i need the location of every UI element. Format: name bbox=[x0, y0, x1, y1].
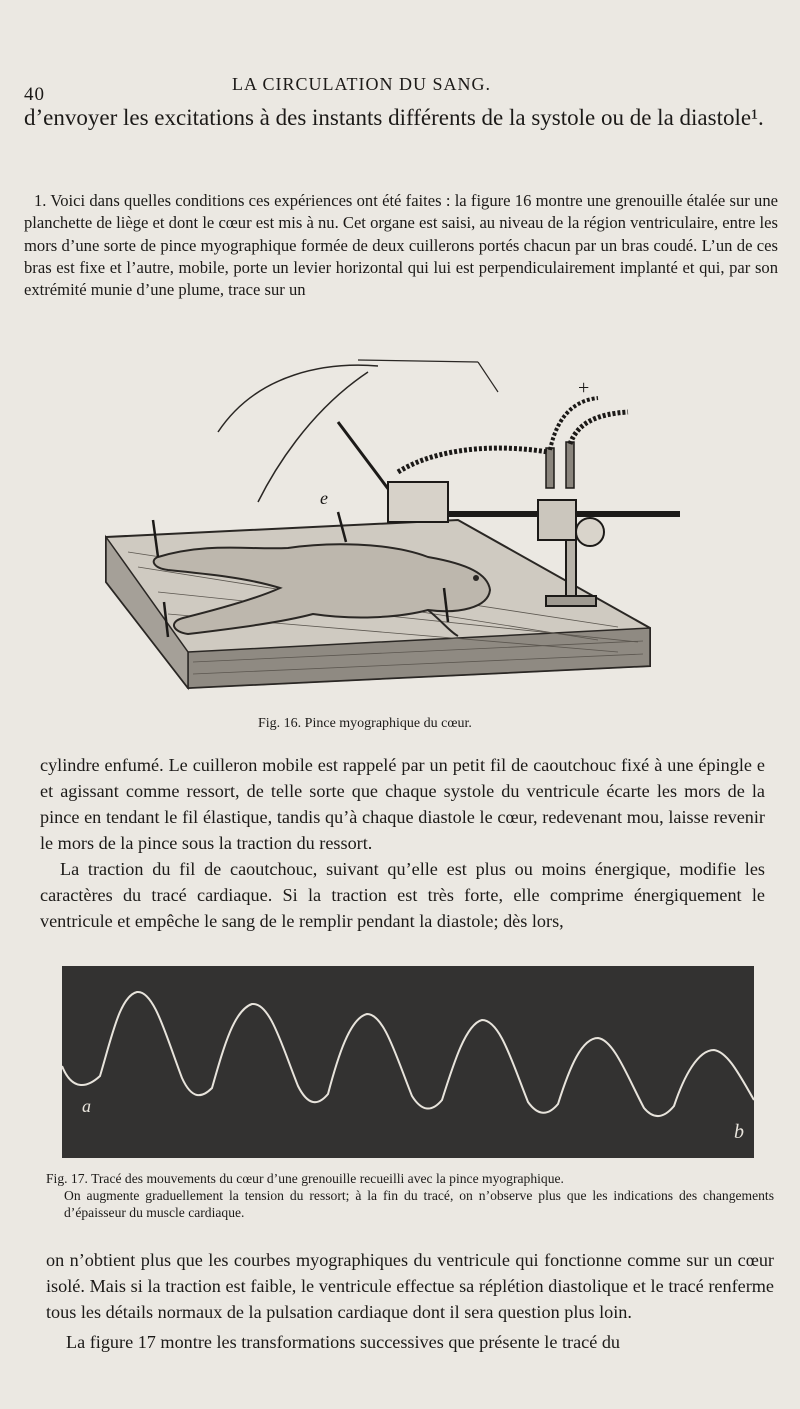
stand-base bbox=[546, 596, 596, 606]
frog-eye bbox=[473, 575, 479, 581]
trace-curve bbox=[62, 992, 754, 1116]
thumb-screw bbox=[576, 518, 604, 546]
figure-16-caption: Fig. 16. Pince myographique du cœur. bbox=[258, 716, 472, 731]
cardiac-tracing bbox=[62, 966, 754, 1158]
figure-label-plus: + bbox=[578, 377, 590, 399]
trace-label-b: b bbox=[734, 1121, 744, 1143]
electrode-post bbox=[566, 442, 574, 488]
pen-guide bbox=[258, 372, 368, 502]
continued-paragraph: cylindre enfumé. Le cuilleron mobile est rappelé par un petit fil de caoutchouc fixé à une épingle e et agissant comme ressort, de telle sorte que chaque systole du ventricule écarte les mors de la pince en tendant le fil élastique, tandis qu’à chaque diastole le cœur, redevenant mou, laisse revenir le mors de la pince sous la traction du ressort. bbox=[40, 755, 765, 853]
body-text bbox=[40, 752, 765, 934]
figure-17-caption bbox=[46, 1170, 774, 1221]
support-stand bbox=[566, 540, 576, 600]
page-number: 40 bbox=[24, 84, 45, 105]
myograph-engraving bbox=[98, 352, 698, 707]
trace-label-a: a bbox=[82, 1096, 91, 1116]
coiled-wire bbox=[570, 412, 628, 444]
footnote: 1. Voici dans quelles conditions ces expériences ont été faites : la figure 16 montre une grenouille étalée sur une planchette de liège et dont le cœur est mis à nu. Cet organe est saisi, au niveau de la région ventriculaire, entre les mors d’une sorte de pince myographique formée de deux cuillerons portés chacun par un bras coudé. L’un de ces bras est fixe et l’autre, mobile, porte un levier horizontal qui lui est perpendiculairement implanté et qui, par son extrémité munie d’une plume, trace sur un bbox=[24, 191, 778, 300]
lever-arc bbox=[218, 365, 378, 432]
caption-first-line: Fig. 17. Tracé des mouvements du cœur d’une grenouille recueilli avec la pince myographique. bbox=[46, 1171, 564, 1186]
electrode-post bbox=[546, 448, 554, 488]
rubber-thread bbox=[358, 360, 478, 362]
paragraph: La traction du fil de caoutchouc, suivant qu’elle est plus ou moins énergique, modifie les caractères du tracé cardiaque. Si la traction est très forte, elle comprime énergiquement le ventricule et empêche le sang de le remplir pendant la diastole; dès lors, bbox=[40, 859, 765, 931]
body-text-continued bbox=[46, 1247, 774, 1355]
caption-rest: On augmente graduellement la tension du ressort; à la fin du tracé, on n’observe plus que les indications des changements d’épaisseur du muscle cardiaque. bbox=[64, 1188, 774, 1220]
myograph-clamp bbox=[388, 482, 448, 522]
figure-label-e: e bbox=[320, 488, 328, 508]
figure-17-trace bbox=[62, 966, 754, 1158]
lead-paragraph: d’envoyer les excitations à des instants différents de la systole ou de la diastole¹. bbox=[24, 105, 764, 130]
paragraph-after-figure: on n’obtient plus que les courbes myographiques du ventricule qui fonctionne comme sur un cœur isolé. Mais si la traction est faible, le ventricule effectue sa réplétion diastolique et le tracé renferme tous les détails normaux de la pulsation cardiaque dont il sera question plus loin. bbox=[46, 1250, 774, 1322]
coiled-wire bbox=[398, 448, 548, 472]
last-paragraph: La figure 17 montre les transformations successives que présente le tracé du bbox=[66, 1332, 621, 1352]
running-header bbox=[0, 70, 800, 105]
running-title: LA CIRCULATION DU SANG. bbox=[232, 74, 492, 94]
figure-16-illustration bbox=[98, 352, 698, 707]
arm-holder bbox=[538, 500, 576, 540]
